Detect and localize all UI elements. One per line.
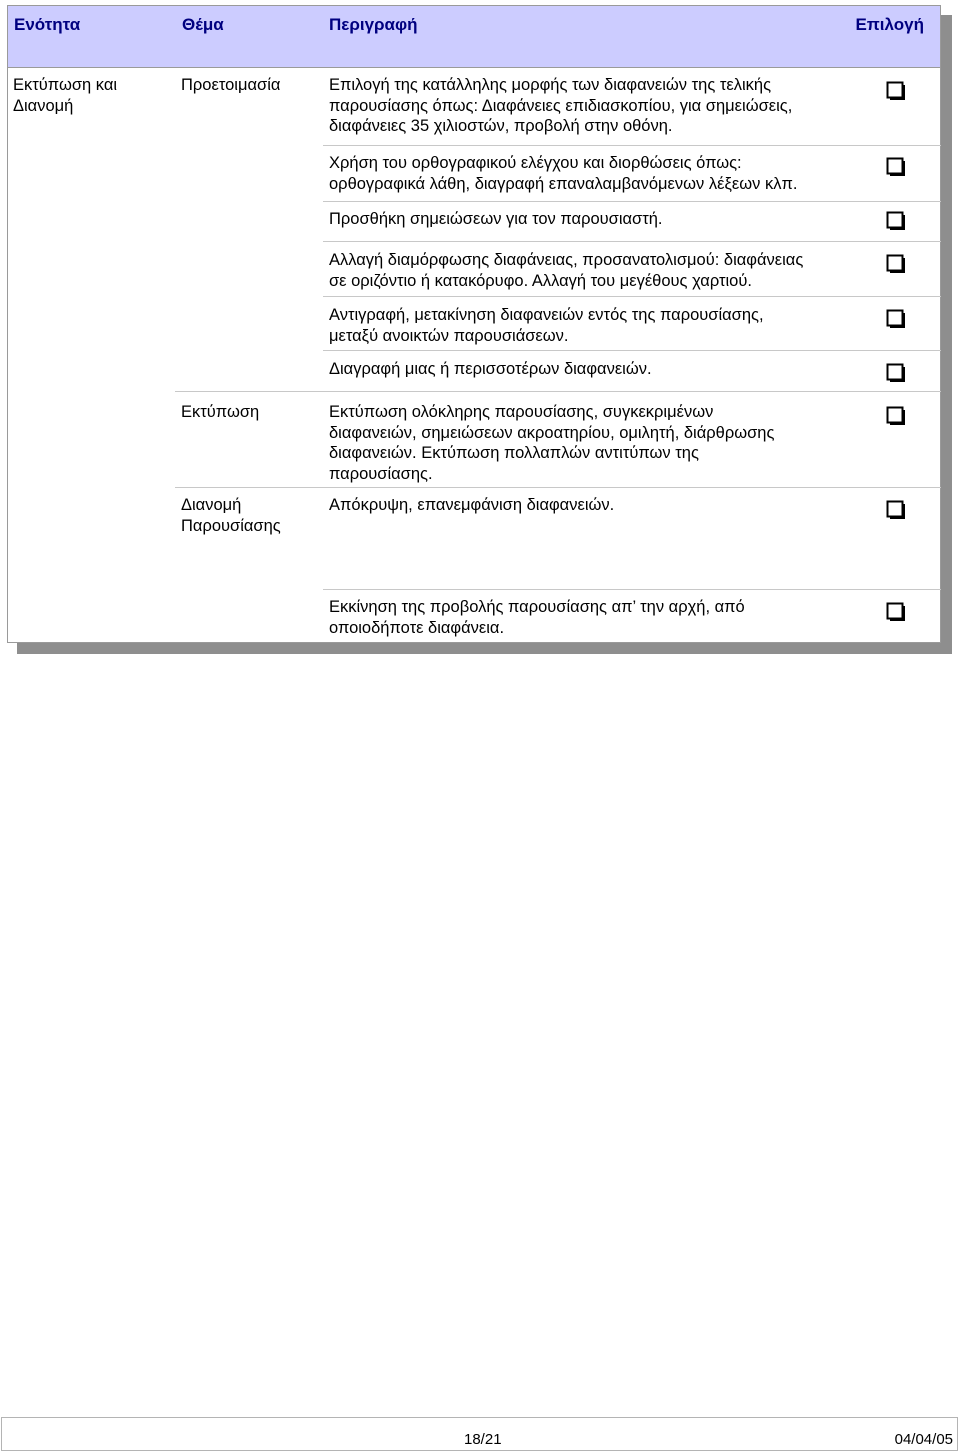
row-separator [323,241,941,242]
page-number: 18/21 [464,1431,502,1448]
row-separator [323,145,941,146]
description-line: παρουσίασης όπως: Διαφάνειες επιδιασκοπίου, για σημειώσεις, [329,96,793,115]
table-header [8,6,940,68]
row-separator [323,589,941,590]
row-separator [323,350,941,351]
description-line: οποιοδήποτε διαφάνεια. [329,618,505,637]
description-line: Εκτύπωση ολόκληρης παρουσίασης, συγκεκριμένων [329,403,714,421]
checkbox-icon[interactable] [886,254,906,274]
topic-distribution [181,495,281,536]
section-name [13,75,117,116]
header-section: Ενότητα [14,15,81,34]
group-separator [175,487,941,488]
description-line: μεταξύ ανοικτών παρουσιάσεων. [329,326,569,345]
topic-line: Διανομή [181,496,242,514]
description-line: διαφάνειες 35 χιλιοστών, προβολή στην οθόνη. [329,117,673,135]
description-line: παρουσίασης. [329,464,433,483]
checkbox-icon[interactable] [886,602,906,622]
description-line: ορθογραφικά λάθη, διαγραφή επαναλαμβανόμενων λέξεων κλπ. [329,174,798,193]
topic-line: Παρουσίασης [181,516,281,535]
checkbox-icon[interactable] [886,81,906,101]
header-topic: Θέμα [182,15,224,34]
checkbox-icon[interactable] [886,157,906,177]
description-line: διαφανειών, σημειώσεων ακροατηρίου, ομιλητή, διάρθρωσης [329,423,775,442]
syllabus-table [7,5,941,643]
description-line: σε οριζόντιο ή κατακόρυφο. Αλλαγή του μεγέθους χαρτιού. [329,271,752,290]
header-choice: Επιλογή [855,15,924,34]
description-row [329,250,803,291]
description-line: Διαγραφή μιας ή περισσοτέρων διαφανειών. [329,360,652,378]
description-line: Επιλογή της κατάλληλης μορφής των διαφανειών της τελικής [329,76,772,94]
description-row [329,153,797,194]
description-row [329,402,774,484]
description-line: Απόκρυψη, επανεμφάνιση διαφανειών. [329,496,615,514]
row-separator [323,296,941,297]
checkbox-icon[interactable] [886,500,906,520]
description-line: Χρήση του ορθογραφικού ελέγχου και διορθώσεις όπως: [329,154,742,172]
section-line: Διανομή [13,96,74,115]
description-row [329,495,614,516]
description-row [329,597,745,638]
description-line: Αλλαγή διαμόρφωσης διαφάνειας, προσανατολισμού: διαφάνειας [329,251,804,269]
page-date: 04/04/05 [894,1431,953,1448]
description-row [329,75,792,137]
page-footer [1,1417,958,1451]
section-line: Εκτύπωση και [13,76,118,94]
topic-printing [181,402,259,423]
topic-line: Προετοιμασία [181,76,281,94]
description-row [329,305,764,346]
description-line: Εκκίνηση της προβολής παρουσίασης απ’ την αρχή, από [329,598,745,616]
description-row [329,209,663,230]
checkbox-icon[interactable] [886,309,906,329]
checkbox-icon[interactable] [886,211,906,231]
description-line: Προσθήκη σημειώσεων για τον παρουσιαστή. [329,210,663,228]
checkbox-icon[interactable] [886,363,906,383]
header-description: Περιγραφή [329,15,418,34]
row-separator [323,201,941,202]
description-line: Αντιγραφή, μετακίνηση διαφανειών εντός της παρουσίασης, [329,306,764,324]
topic-line: Εκτύπωση [181,403,260,421]
topic-preparation [181,75,280,96]
description-row [329,359,652,380]
description-line: διαφανειών. Εκτύπωση πολλαπλών αντιτύπων της [329,444,699,462]
group-separator [175,391,941,392]
checkbox-icon[interactable] [886,406,906,426]
